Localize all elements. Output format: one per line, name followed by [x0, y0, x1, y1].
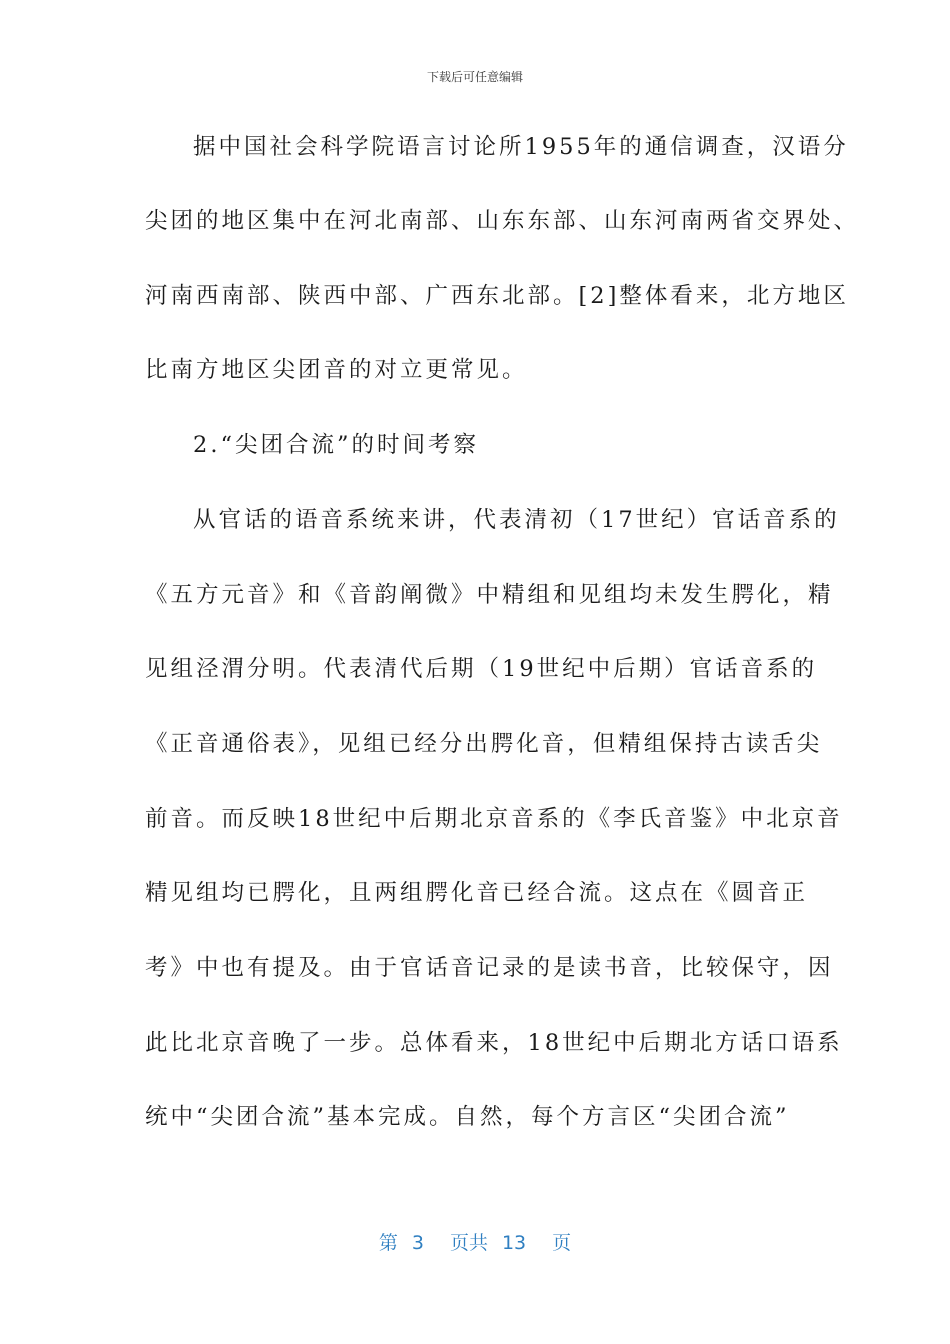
text-line: 考》中也有提及。由于官话音记录的是读书音，比较保守，因 [145, 955, 834, 981]
page-label-prefix: 第 [378, 1232, 398, 1254]
text-line: 河南西南部、陕西中部、广西东北部。[2]整体看来，北方地区 [145, 283, 849, 309]
page-number-footer [0, 1228, 950, 1255]
text-line: 《正音通俗表》，见组已经分出腭化音，但精组保持古读舌尖 [145, 731, 823, 757]
text-line: 比南方地区尖团音的对立更常见。 [145, 357, 528, 383]
text-line: 统中“尖团合流”基本完成。自然，每个方言区“尖团合流” [145, 1104, 790, 1130]
page-label-mid: 页共 [449, 1232, 488, 1254]
text-line: 精见组均已腭化，且两组腭化音已经合流。这点在《圆音正 [145, 880, 809, 906]
total-pages-number: 13 [501, 1232, 527, 1254]
header-note: 下载后可任意编辑 [426, 70, 523, 84]
text-line: 《五方元音》和《音韵阐微》中精组和见组均未发生腭化，精 [145, 582, 834, 608]
text-line: 据中国社会科学院语言讨论所1955年的通信调查，汉语分 [193, 134, 849, 160]
page-label-suffix: 页 [552, 1232, 572, 1254]
text-line: 从官话的语音系统来讲，代表清初（17世纪）官话音系的 [193, 507, 840, 533]
text-line: 尖团的地区集中在河北南部、山东东部、山东河南两省交界处、 [145, 208, 860, 234]
text-line: 此比北京音晚了一步。总体看来，18世纪中后期北方话口语系 [145, 1030, 843, 1056]
current-page-number: 3 [411, 1232, 424, 1254]
text-line: 见组泾渭分明。代表清代后期（19世纪中后期）官话音系的 [145, 656, 818, 682]
section-heading: 2.“尖团合流”的时间考察 [193, 432, 479, 458]
text-line: 前音。而反映18世纪中后期北京音系的《李氏音鉴》中北京音 [145, 806, 843, 832]
